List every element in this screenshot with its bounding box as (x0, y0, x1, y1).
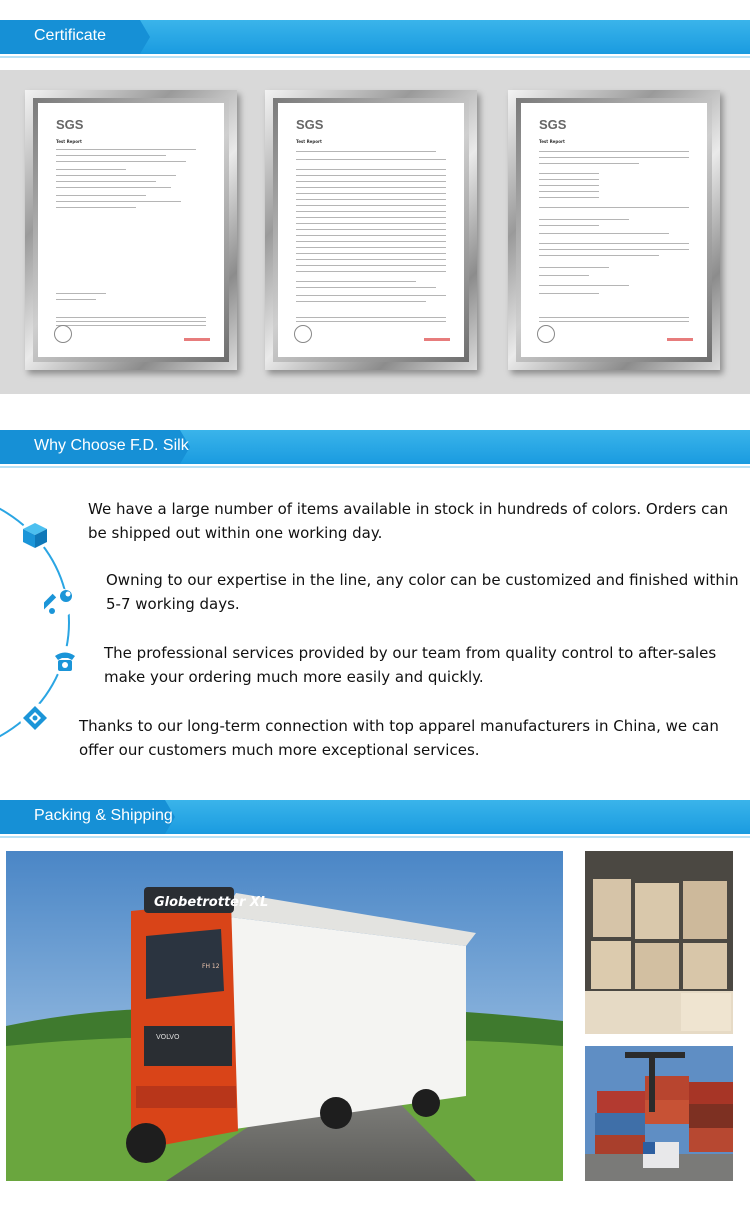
truck-brand: VOLVO (156, 1033, 180, 1041)
reason-3-text: The professional services provided by our team from quality control to after-sales make your ordering much more easily and quickly. (104, 644, 717, 686)
banner-stripe (0, 836, 750, 838)
truck-cab-sign: Globetrotter XL (154, 895, 269, 910)
handshake-icon (20, 703, 50, 733)
sgs-logo: SGS (539, 117, 567, 132)
reason-2-text: Owning to our expertise in the line, any color can be customized and finished within 5-7 working days. (106, 571, 739, 613)
sgs-logo: SGS (56, 117, 84, 132)
containers-photo (585, 1046, 733, 1181)
sgs-stamp-icon (294, 325, 312, 343)
red-marking (667, 338, 693, 341)
boxes-photo (585, 851, 733, 1034)
document-title: Test Report (56, 139, 82, 144)
why-choose-banner (0, 430, 750, 464)
packing-banner (0, 800, 750, 834)
reason-4-text: Thanks to our long-term connection with top apparel manufacturers in China, we can offer our customers much more exceptional services. (79, 717, 719, 759)
banner-stripe (0, 56, 750, 58)
certificate-document (38, 103, 224, 357)
certificate-frame-1[interactable] (25, 90, 237, 370)
document-title: Test Report (539, 139, 565, 144)
document-title: Test Report (296, 139, 322, 144)
truck-photo (6, 851, 563, 1181)
wrench-icon (44, 588, 74, 618)
certificate-heading: Certificate (34, 27, 107, 44)
why-choose-heading: Why Choose F.D. Silk (34, 437, 189, 454)
cube-icon (20, 520, 50, 550)
sgs-logo: SGS (296, 117, 324, 132)
certificate-document (278, 103, 464, 357)
certificate-frame-3[interactable] (508, 90, 720, 370)
red-marking (424, 338, 450, 341)
reason-1-text: We have a large number of items available in stock in hundreds of colors. Orders can be shipped out within one working day. (88, 500, 729, 542)
sgs-stamp-icon (54, 325, 72, 343)
banner-stripe (0, 466, 750, 468)
certificate-document (521, 103, 707, 357)
certificate-banner (0, 20, 750, 54)
red-marking (184, 338, 210, 341)
certificate-frame-2[interactable] (265, 90, 477, 370)
truck-model: FH 12 (202, 963, 220, 970)
packing-heading: Packing & Shipping (34, 807, 173, 824)
telephone-icon (50, 646, 80, 676)
sgs-stamp-icon (537, 325, 555, 343)
